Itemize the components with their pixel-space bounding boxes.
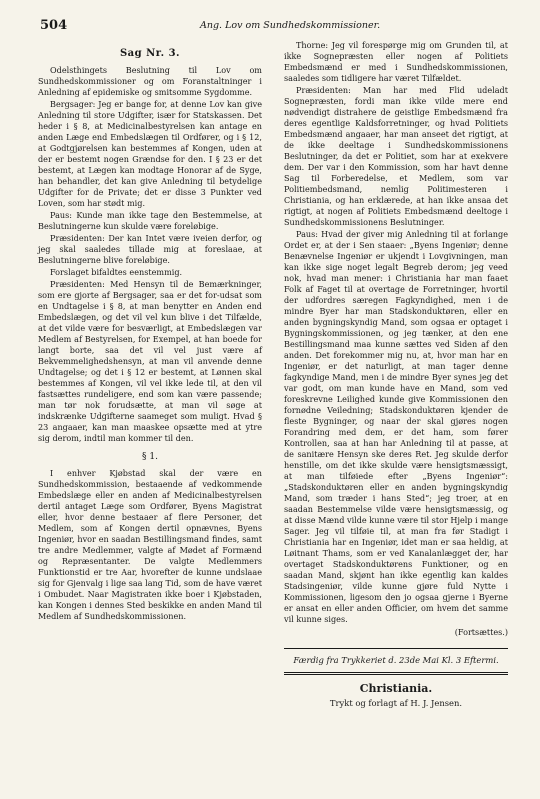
paragraph: Thorne: Jeg vil forespørge mig om Grunden til, at ikke Sognepræsten eller nogen af Politiets Embedsmænd er med i Sundhedskommissionen, saaledes som tidligere har været Tilfældet. xyxy=(284,40,508,83)
paragraph: Præsidenten: Med Hensyn til de Bemærkninger, som ere gjorte af Bergsager, saa er det for-udsat som en Undtagelse i § 8, at man benytter en Anden end Embedslægen, og det vil vel kun blive i det Tilfælde, at det vilde være for besværligt, at Embedslægen var Medlem af Bestyrelsen, for Exempel, at han boede for langt borte, saa det vil vel just være af Bekvemmelighedshensyn, at man vil anvende denne Undtagelse; og det i § 12 er bestemt, at Lønnen skal bestemmes af Kongen, vil vel ikke lede til, at den vil fastsættes rundeligere, end som kan være passende; man tør nok forudsætte, at man vil søge at indskrænke Udgifterne saameget som muligt. Hvad § 23 angaaer, kan man maaskee opsætte med at ytre sig derom, indtil man kommer til den. xyxy=(38,279,262,443)
paragraph: Forslaget bifaldtes eenstemmig. xyxy=(50,267,183,277)
imprint-city: Christiania. xyxy=(359,682,433,695)
paragraph: Bergsager: Jeg er bange for, at denne Lov kan give Anledning til store Udgifter, især for Statskassen. Det heder i § 8, at Medicinalbestyrelsen kan antage en anden Læge end Embedslægen til Ordfører, og i § 12, at Godtgjørelsen kan bestemmes af Kongen, uden at der er bestemt nogen Grændse for den. I § 23 er det bestemt, at Lægen kan modtage Honorar af de Syge, han behandler, det kan give Anledning til betydelige Udgifter for de Private; det er disse 3 Punkter ved Loven, som har stødt mig. xyxy=(38,99,262,208)
page-number: 504 xyxy=(40,18,68,33)
right-column xyxy=(284,40,508,709)
paragraph: Præsidenten: Man har med Flid udeladt Sognepræsten, fordi man ikke vilde mere end nødvendigt distrahere de geistlige Embedsmænd fra deres egentlige Kaldsforretninger, og hvad Politiets Embedsmænd angaaer, har man anseet det rigtigt, at de ikke deeltage i Sundhedskommissionens Beslutninger, da det er Politiet, som har at exekvere dem. Der var i den Kommission, som har havt denne Sag til Forberedelse, et Medlem, som var Politiembedsmand, nemlig Politimesteren i Christiania, og han erklærede, at han ikke ansaa det rigtigt, at nogen af Politiets Embedsmænd deeltoge i Sundhedskommissionens Beslutninger. xyxy=(284,85,508,227)
running-title: Ang. Lov om Sundhedskommissioner. xyxy=(200,20,381,31)
continuation-note: (Fortsættes.) xyxy=(454,627,508,637)
paragraph: Paus: Hvad der giver mig Anledning til at forlange Ordet er, at der i Sen staaer: „Byens Ingeniør; denne Benævnelse Ingeniør er ukjendt i Lovgivningen, man kan ikke sige noget legalt Begreb derom; jeg veed nok, hvad man mener: i Christiania har man faaet Folk af Faget til at overtage de Forretninger, hvortil der udfordres særegen Fagkyndighed, men i de mindre Byer har man Stadskonduktøren, eller en anden bygningskyndig Mand, som ogsaa er optaget i Bygningskommissionen, og jeg tænker, at den ene Bestillingsmand maa kunne sættes ved Siden af den anden. Det forekommer mig nu, at, hvor man har en Ingeniør, er det naturligt, at man tager denne fagkyndige Mand, men i de mindre Byer synes jeg det var godt, om man kunde have en Mand, som ved foreskrevne Leilighed kunde give Kommissionen den fornødne Veiledning; Stadskonduktøren kjender de fleste Bygninger, og naar der skal gjøres nogen Forandring med dem, er det ham, som fører Kontrollen, saa at han har Anledning til at passe, at de sanitære Hensyn ske deres Ret. Jeg skulde derfor henstille, om det ikke skulde være hensigtsmæssigt, at man tilføiede efter „Byens Ingeniør“: „Stadskonduktøren eller en anden bygningskyndig Mand, som træder i hans Sted“; jeg troer, at en saadan Bestemmelse vilde være hensigtsmæssig, og at disse Mænd vilde kunne være til stor Hjelp i mange Sager. Jeg vil tilføie til, at man fra før Stadigt i Christiania har en Ingeniør, idet man er saa heldig, at Løitnant Thams, som er ved Kanalanlægget der, har overtaget Stadskonduktørens Funktioner, og en saadan Mand, skjønt han ikke egentlig kan kaldes Stadsingeniør, vilde kunne gjøre fuld Nytte i Kommissionen, ligesom den jo ogsaa gjerne i Byerne er ansat en eller anden Officier, om hvem det samme vil kunne siges. xyxy=(284,229,508,624)
divider xyxy=(284,648,508,649)
print-note: Færdig fra Trykkeriet d. 23de Mai Kl. 3 Eftermi. xyxy=(293,655,499,665)
left-column xyxy=(38,40,262,623)
imprint-publisher: Trykt og forlagt af H. J. Jensen. xyxy=(329,698,463,708)
paragraph: Præsidenten: Der kan Intet være iveien derfor, og jeg skal saaledes tillade mig at foreslaae, at Beslutningerne blive foreløbige. xyxy=(38,233,262,265)
divider xyxy=(284,672,508,675)
section-text: I enhver Kjøbstad skal der være en Sundhedskommission, bestaaende af vedkommende Embedslæge eller en anden af Medicinalbestyrelsen dertil antaget Læge som Ordfører, Byens Magistrat eller, hvor denne bestaaer af flere Personer, det Medlem, som af Kongen dertil opnævnes, Byens Ingeniør, hvor en saadan Bestillingsmand findes, samt tre andre Medlemmer, valgte af Mødet af Formænd og Repræsentanter. De valgte Medlemmers Funktionstid er tre Aar, hvorefter de kunne undslaae sig for Gjenvalg i lige saa lang Tid, som de have været i Ombudet. Naar Magistraten ikke boer i Kjøbstaden, kan Kongen i dennes Sted beskikke en anden Mand til Medlem af Sundhedskommissionen. xyxy=(38,468,262,621)
section-intro: Odelsthingets Beslutning til Lov om Sundhedskommissioner og om Foranstaltninger i Anledning af epidemiske og smitsomme Sygdomme. xyxy=(38,65,262,97)
section-title: Sag Nr. 3. xyxy=(119,48,181,59)
subsection-title: § 1. xyxy=(142,452,158,462)
page-header xyxy=(40,14,510,34)
paragraph: Paus: Kunde man ikke tage den Bestemmelse, at Beslutningerne kun skulde være foreløbige. xyxy=(38,210,262,231)
